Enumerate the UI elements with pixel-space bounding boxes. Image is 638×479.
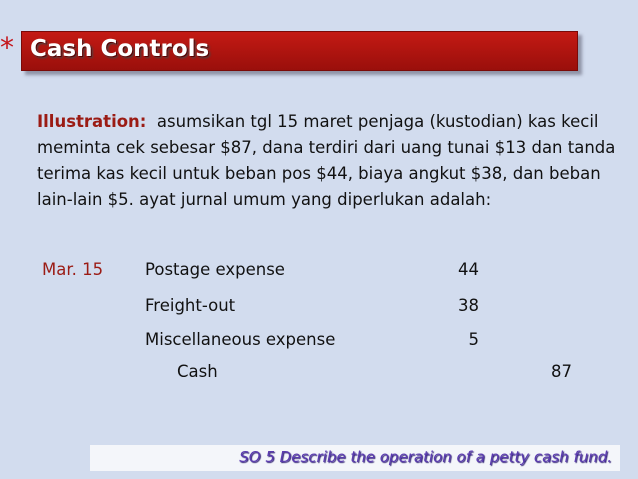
illustration-text: asumsikan tgl 15 maret penjaga (kustodian) kas kecil meminta cek sebesar $87, dana terdiri dari uang tunai $13 dan tanda terima kas kecil untuk beban pos $44, biaya angkut $38, dan beban lain-lain $5. ayat jurnal umum yang diperlukan adalah: <box>37 112 616 209</box>
journal-account: Cash <box>177 362 218 381</box>
illustration-paragraph <box>37 109 627 213</box>
journal-debit: 5 <box>468 330 479 349</box>
title-bullet: * <box>0 31 14 64</box>
journal-debit: 44 <box>458 260 479 279</box>
slide-title: Cash Controls <box>30 36 210 62</box>
journal-date: Mar. 15 <box>42 260 104 279</box>
footer-study-objective: SO 5 Describe the operation of a petty cash fund. <box>239 448 612 466</box>
illustration-label: Illustration: <box>37 112 147 131</box>
journal-debit: 38 <box>458 296 479 315</box>
journal-account: Miscellaneous expense <box>145 330 336 349</box>
journal-row <box>0 362 638 390</box>
journal-row <box>0 296 638 324</box>
journal-credit: 87 <box>551 362 572 381</box>
journal-row <box>0 330 638 358</box>
footer-bar <box>90 445 620 471</box>
journal-account: Postage expense <box>145 260 285 279</box>
journal-account: Freight-out <box>145 296 236 315</box>
journal-row <box>0 260 638 288</box>
title-bar <box>21 31 578 71</box>
